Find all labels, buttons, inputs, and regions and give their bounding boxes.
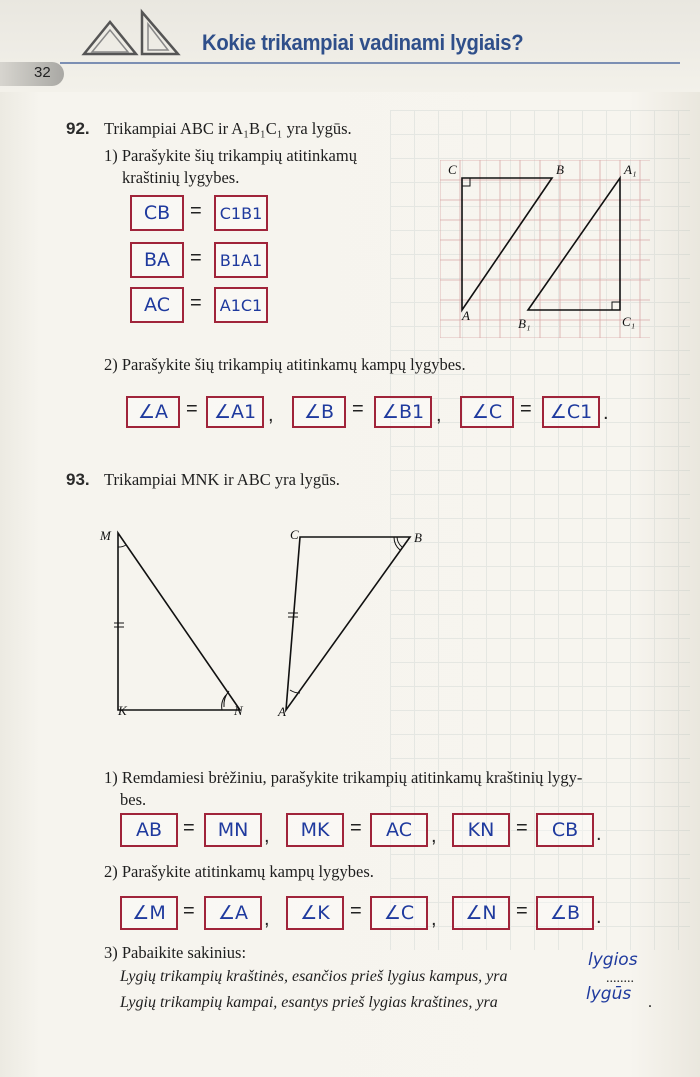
period: . bbox=[603, 402, 609, 424]
label-C1: C₁ bbox=[622, 314, 636, 329]
answer-box-93-side-left-2[interactable]: MK bbox=[286, 813, 344, 847]
comma: , bbox=[268, 404, 274, 426]
answer-box-93-angle-left-3[interactable]: ∠N bbox=[452, 896, 510, 930]
exercise-93-part2: 2) Parašykite atitinkamų kampų lygybes. bbox=[104, 862, 374, 881]
label-B1: B₁ bbox=[518, 316, 531, 331]
header-divider bbox=[60, 62, 680, 64]
comma: , bbox=[436, 404, 442, 426]
answer-box-side-right-3[interactable]: A1C1 bbox=[214, 287, 268, 323]
answer-box-angle-left-2[interactable]: ∠B bbox=[292, 396, 346, 428]
sentence-2: Lygių trikampių kampai, esantys prieš lygias kraštines, yra bbox=[120, 994, 498, 1011]
exercise-92-number: 92. bbox=[66, 119, 90, 138]
answer-box-angle-right-1[interactable]: ∠A1 bbox=[206, 396, 264, 428]
equals-sign: = bbox=[190, 200, 202, 222]
comma: , bbox=[431, 908, 437, 930]
label-K: K bbox=[118, 703, 127, 718]
equals-sign: = bbox=[516, 900, 528, 922]
answer-box-93-angle-left-2[interactable]: ∠K bbox=[286, 896, 344, 930]
exercise-93-intro: Trikampiai MNK ir ABC yra lygūs. bbox=[104, 470, 340, 489]
equals-sign: = bbox=[186, 398, 198, 420]
equals-sign: = bbox=[352, 398, 364, 420]
equals-sign: = bbox=[350, 900, 362, 922]
exercise-93-part1-line2: bes. bbox=[120, 790, 147, 809]
period: . bbox=[596, 906, 602, 928]
answer-box-side-left-2[interactable]: BA bbox=[130, 242, 184, 278]
answer-box-side-left-1[interactable]: CB bbox=[130, 195, 184, 231]
equals-sign: = bbox=[190, 292, 202, 314]
equals-sign: = bbox=[520, 398, 532, 420]
label-A: A bbox=[462, 308, 470, 323]
handwritten-answer-1: lygios bbox=[588, 950, 638, 970]
equals-sign: = bbox=[183, 817, 195, 839]
answer-box-93-side-right-3[interactable]: CB bbox=[536, 813, 594, 847]
comma: , bbox=[264, 908, 270, 930]
equals-sign: = bbox=[350, 817, 362, 839]
equals-sign: = bbox=[183, 900, 195, 922]
label-B: B bbox=[556, 162, 564, 177]
answer-box-93-angle-right-1[interactable]: ∠A bbox=[204, 896, 262, 930]
answer-box-93-angle-left-1[interactable]: ∠M bbox=[120, 896, 178, 930]
comma: , bbox=[264, 825, 270, 847]
exercise-92-figure bbox=[440, 160, 650, 338]
label-A: A bbox=[278, 704, 286, 719]
answer-box-side-right-2[interactable]: B1A1 bbox=[214, 242, 268, 278]
sentence-1: Lygių trikampių kraštinės, esančios prieš lygius kampus, yra bbox=[120, 968, 508, 985]
label-N: N bbox=[234, 703, 243, 718]
label-C: C bbox=[448, 162, 457, 177]
label-C: C bbox=[290, 527, 299, 542]
answer-box-93-angle-right-3[interactable]: ∠B bbox=[536, 896, 594, 930]
answer-box-93-angle-right-2[interactable]: ∠C bbox=[370, 896, 428, 930]
exercise-92-part1-line2: kraštinių lygybes. bbox=[122, 168, 240, 187]
answer-box-side-left-3[interactable]: AC bbox=[130, 287, 184, 323]
answer-box-93-side-left-3[interactable]: KN bbox=[452, 813, 510, 847]
triangles-logo-icon bbox=[80, 8, 190, 60]
comma: , bbox=[431, 825, 437, 847]
exercise-92-part1-line1: 1) Parašykite šių trikampių atitinkamų bbox=[104, 146, 357, 165]
exercise-93-part3: 3) Pabaikite sakinius: bbox=[104, 943, 247, 962]
page-number-tab bbox=[0, 62, 64, 86]
equals-sign: = bbox=[516, 817, 528, 839]
exercise-93-number: 93. bbox=[66, 470, 90, 489]
exercise-92-part2: 2) Parašykite šių trikampių atitinkamų kampų lygybes. bbox=[104, 355, 466, 374]
answer-1-dots: ........ bbox=[606, 971, 634, 986]
handwritten-answer-2: lygūs bbox=[586, 984, 632, 1004]
answer-box-side-right-1[interactable]: C1B1 bbox=[214, 195, 268, 231]
answer-2-period: . bbox=[648, 994, 652, 1011]
period: . bbox=[596, 823, 602, 845]
answer-box-angle-right-2[interactable]: ∠B1 bbox=[374, 396, 432, 428]
answer-box-angle-left-1[interactable]: ∠A bbox=[126, 396, 180, 428]
answer-box-angle-left-3[interactable]: ∠C bbox=[460, 396, 514, 428]
exercise-93-part1-line1: 1) Remdamiesi brėžiniu, parašykite trikampių atitinkamų kraštinių lygy- bbox=[104, 768, 583, 787]
page-number: 32 bbox=[34, 64, 51, 81]
answer-box-angle-right-3[interactable]: ∠C1 bbox=[542, 396, 600, 428]
answer-box-93-side-right-1[interactable]: MN bbox=[204, 813, 262, 847]
label-A1: A₁ bbox=[624, 162, 637, 177]
exercise-93-figure bbox=[110, 525, 430, 725]
page-title: Kokie trikampiai vadinami lygiais? bbox=[202, 30, 524, 55]
label-M: M bbox=[100, 528, 111, 543]
answer-box-93-side-right-2[interactable]: AC bbox=[370, 813, 428, 847]
answer-box-93-side-left-1[interactable]: AB bbox=[120, 813, 178, 847]
equals-sign: = bbox=[190, 247, 202, 269]
exercise-92-intro: Trikampiai ABC ir A₁B₁C₁ yra lygūs. bbox=[104, 119, 352, 138]
label-B: B bbox=[414, 530, 422, 545]
